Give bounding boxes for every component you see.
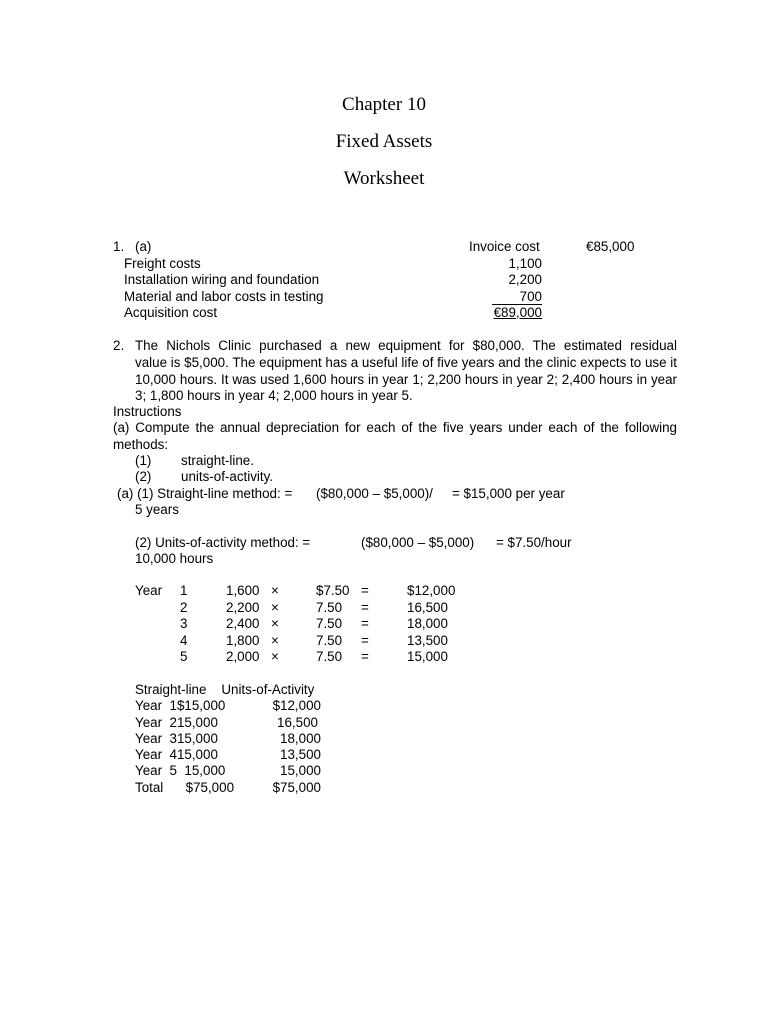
calc-year: 2 <box>180 600 188 615</box>
calc-year: 1 <box>180 583 188 598</box>
straight-line-label: (a) (1) Straight-line method: = <box>117 486 293 501</box>
q1-number: 1. <box>113 239 125 254</box>
worksheet-title: Worksheet <box>343 168 425 189</box>
invoice-value: €85,000 <box>586 239 635 254</box>
calc-rate: 7.50 <box>316 649 343 664</box>
calc-equals: = <box>361 616 369 631</box>
calc-times: × <box>271 616 279 631</box>
calc-times: × <box>271 600 279 615</box>
units-activity-formula: ($80,000 – $5,000) <box>361 535 475 550</box>
subject-title: Fixed Assets <box>335 131 433 152</box>
calc-rate: $7.50 <box>316 583 350 598</box>
calc-rate: 7.50 <box>316 600 343 615</box>
calc-year: 4 <box>180 633 188 648</box>
year-word: Year <box>135 583 163 598</box>
total-value: €89,000 <box>493 305 542 320</box>
total-label: Acquisition cost <box>124 305 218 320</box>
summary-right: $12,000 <box>272 698 321 713</box>
method-number: (2) <box>135 469 152 484</box>
summary-right: $75,000 <box>272 780 321 795</box>
chapter-title: Chapter 10 <box>342 94 426 115</box>
summary-left: Total $75,000 <box>135 780 235 795</box>
summary-left: Year 215,000 <box>135 715 218 730</box>
cost-item-value: 700 <box>519 289 542 304</box>
q2-text-first: The Nichols Clinic purchased a new equipment for $80,000. The estimated residual <box>135 338 677 353</box>
calc-equals: = <box>361 600 369 615</box>
method-name: units-of-activity. <box>181 469 274 484</box>
instructions-heading: Instructions <box>113 404 182 419</box>
q2-text-rest: value is $5,000. The equipment has a useful life of five years and the clinic expects to use it 10,000 hours. It was used 1,600 hours in year 1; 2,200 hours in year 2; 2,400 hours in year 3; 1,800 hours in year 4; 2,000 hours in year 5. <box>135 355 677 403</box>
calc-hours: 1,800 <box>226 633 260 648</box>
cost-item-label: Installation wiring and foundation <box>124 272 320 287</box>
invoice-label: Invoice cost <box>469 239 540 254</box>
calc-hours: 2,400 <box>226 616 260 631</box>
calc-equals: = <box>361 649 369 664</box>
calc-equals: = <box>361 583 369 598</box>
cost-item-label: Freight costs <box>124 256 201 271</box>
calc-times: × <box>271 649 279 664</box>
calc-hours: 2,200 <box>226 600 260 615</box>
calc-amount: $12,000 <box>407 583 456 598</box>
cost-item-label: Material and labor costs in testing <box>124 289 324 304</box>
summary-right: 16,500 <box>277 715 318 730</box>
units-activity-divisor: 10,000 hours <box>135 551 214 566</box>
summary-right: 15,000 <box>280 763 321 778</box>
q1-part: (a) <box>135 239 152 254</box>
summary-right: 13,500 <box>280 747 321 762</box>
calc-times: × <box>271 583 279 598</box>
calc-amount: 16,500 <box>407 600 448 615</box>
summary-left: Year 5 15,000 <box>135 763 226 778</box>
straight-line-formula: ($80,000 – $5,000)/ <box>316 486 433 501</box>
calc-times: × <box>271 633 279 648</box>
calc-amount: 15,000 <box>407 649 448 664</box>
cost-item-value: 1,100 <box>508 256 542 271</box>
calc-equals: = <box>361 633 369 648</box>
calc-year: 3 <box>180 616 188 631</box>
calc-hours: 1,600 <box>226 583 260 598</box>
calc-amount: 13,500 <box>407 633 448 648</box>
instructions-text: (a) Compute the annual depreciation for each of the five years under each of the following methods: <box>113 420 677 452</box>
method-name: straight-line. <box>181 453 254 468</box>
calc-year: 5 <box>180 649 188 664</box>
straight-line-divisor: 5 years <box>135 502 179 517</box>
straight-line-result: = $15,000 per year <box>452 486 565 501</box>
summary-left: Year 415,000 <box>135 747 218 762</box>
calc-hours: 2,000 <box>226 649 260 664</box>
units-activity-result: = $7.50/hour <box>496 535 572 550</box>
method-number: (1) <box>135 453 152 468</box>
summary-right: 18,000 <box>280 731 321 746</box>
summary-left: Year 1$15,000 <box>135 698 226 713</box>
calc-amount: 18,000 <box>407 616 448 631</box>
summary-left: Year 315,000 <box>135 731 218 746</box>
calc-rate: 7.50 <box>316 616 343 631</box>
q2-number: 2. <box>113 338 125 353</box>
summary-header: Straight-line Units-of-Activity <box>135 682 315 697</box>
cost-item-value: 2,200 <box>508 272 542 287</box>
calc-rate: 7.50 <box>316 633 343 648</box>
units-activity-label: (2) Units-of-activity method: = <box>135 535 311 550</box>
